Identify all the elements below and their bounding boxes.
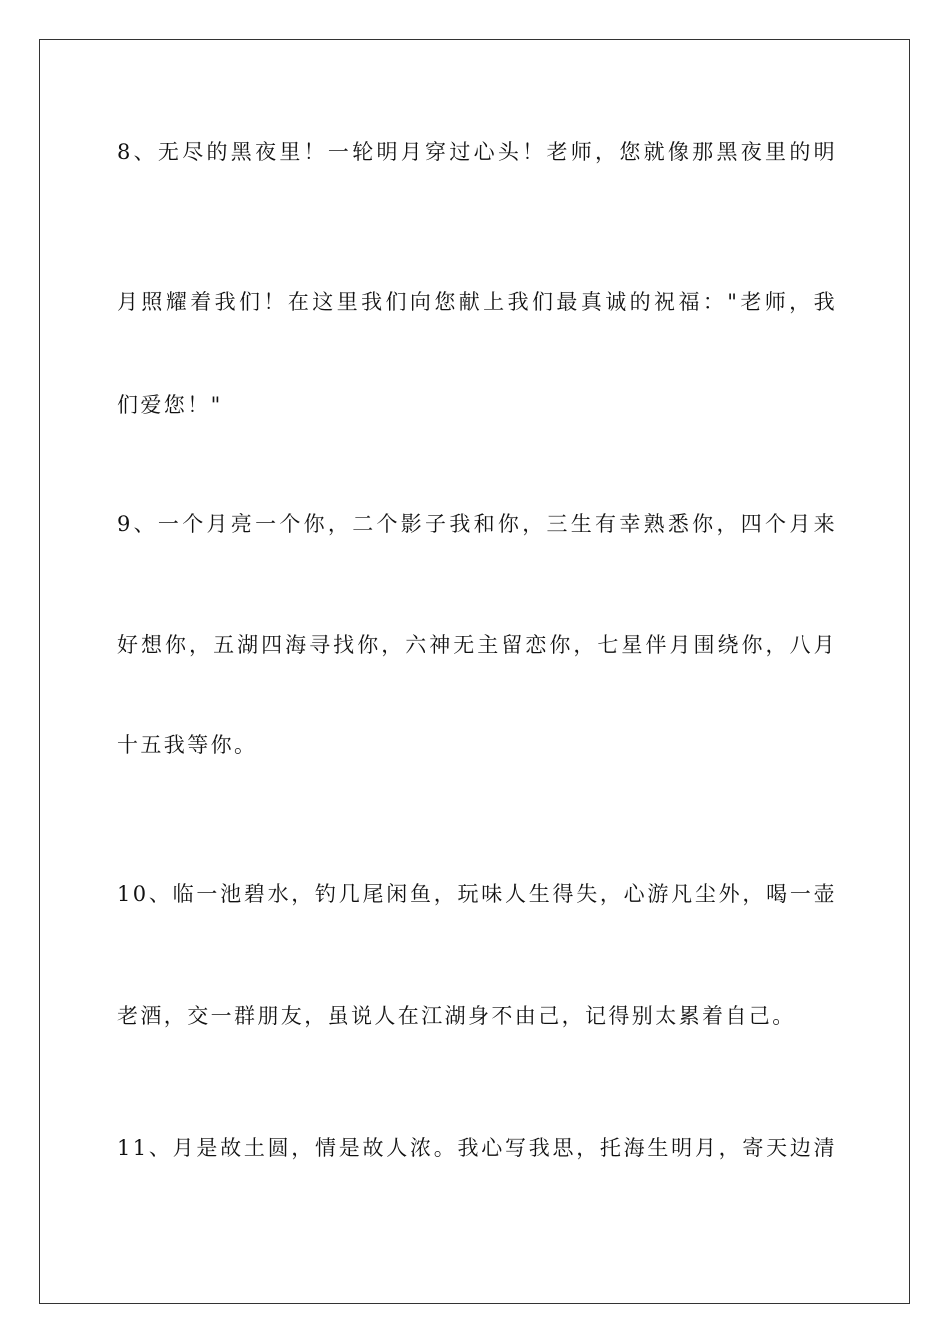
- paragraph-10-line-2: 老酒，交一群朋友，虽说人在江湖身不由己，记得别太累着自己。: [117, 1004, 796, 1028]
- page-frame: [39, 39, 910, 1304]
- paragraph-8-line-2: 月照耀着我们！在这里我们向您献上我们最真诚的祝福："老师，我: [117, 290, 837, 314]
- paragraph-10-line-1: 10、临一池碧水，钓几尾闲鱼，玩味人生得失，心游凡尘外，喝一壶: [117, 882, 837, 906]
- paragraph-9-line-1: 9、一个月亮一个你，二个影子我和你，三生有幸熟悉你，四个月来: [117, 512, 837, 536]
- paragraph-8-line-1: 8、无尽的黑夜里！一轮明月穿过心头！老师，您就像那黑夜里的明: [117, 140, 837, 164]
- paragraph-9-line-3: 十五我等你。: [117, 733, 258, 757]
- paragraph-11-line-1: 11、月是故土圆，情是故人浓。我心写我思，托海生明月，寄天边清: [117, 1136, 837, 1160]
- paragraph-9-line-2: 好想你，五湖四海寻找你，六神无主留恋你，七星伴月围绕你，八月: [117, 633, 837, 657]
- paragraph-8-line-3: 们爱您！": [117, 393, 223, 417]
